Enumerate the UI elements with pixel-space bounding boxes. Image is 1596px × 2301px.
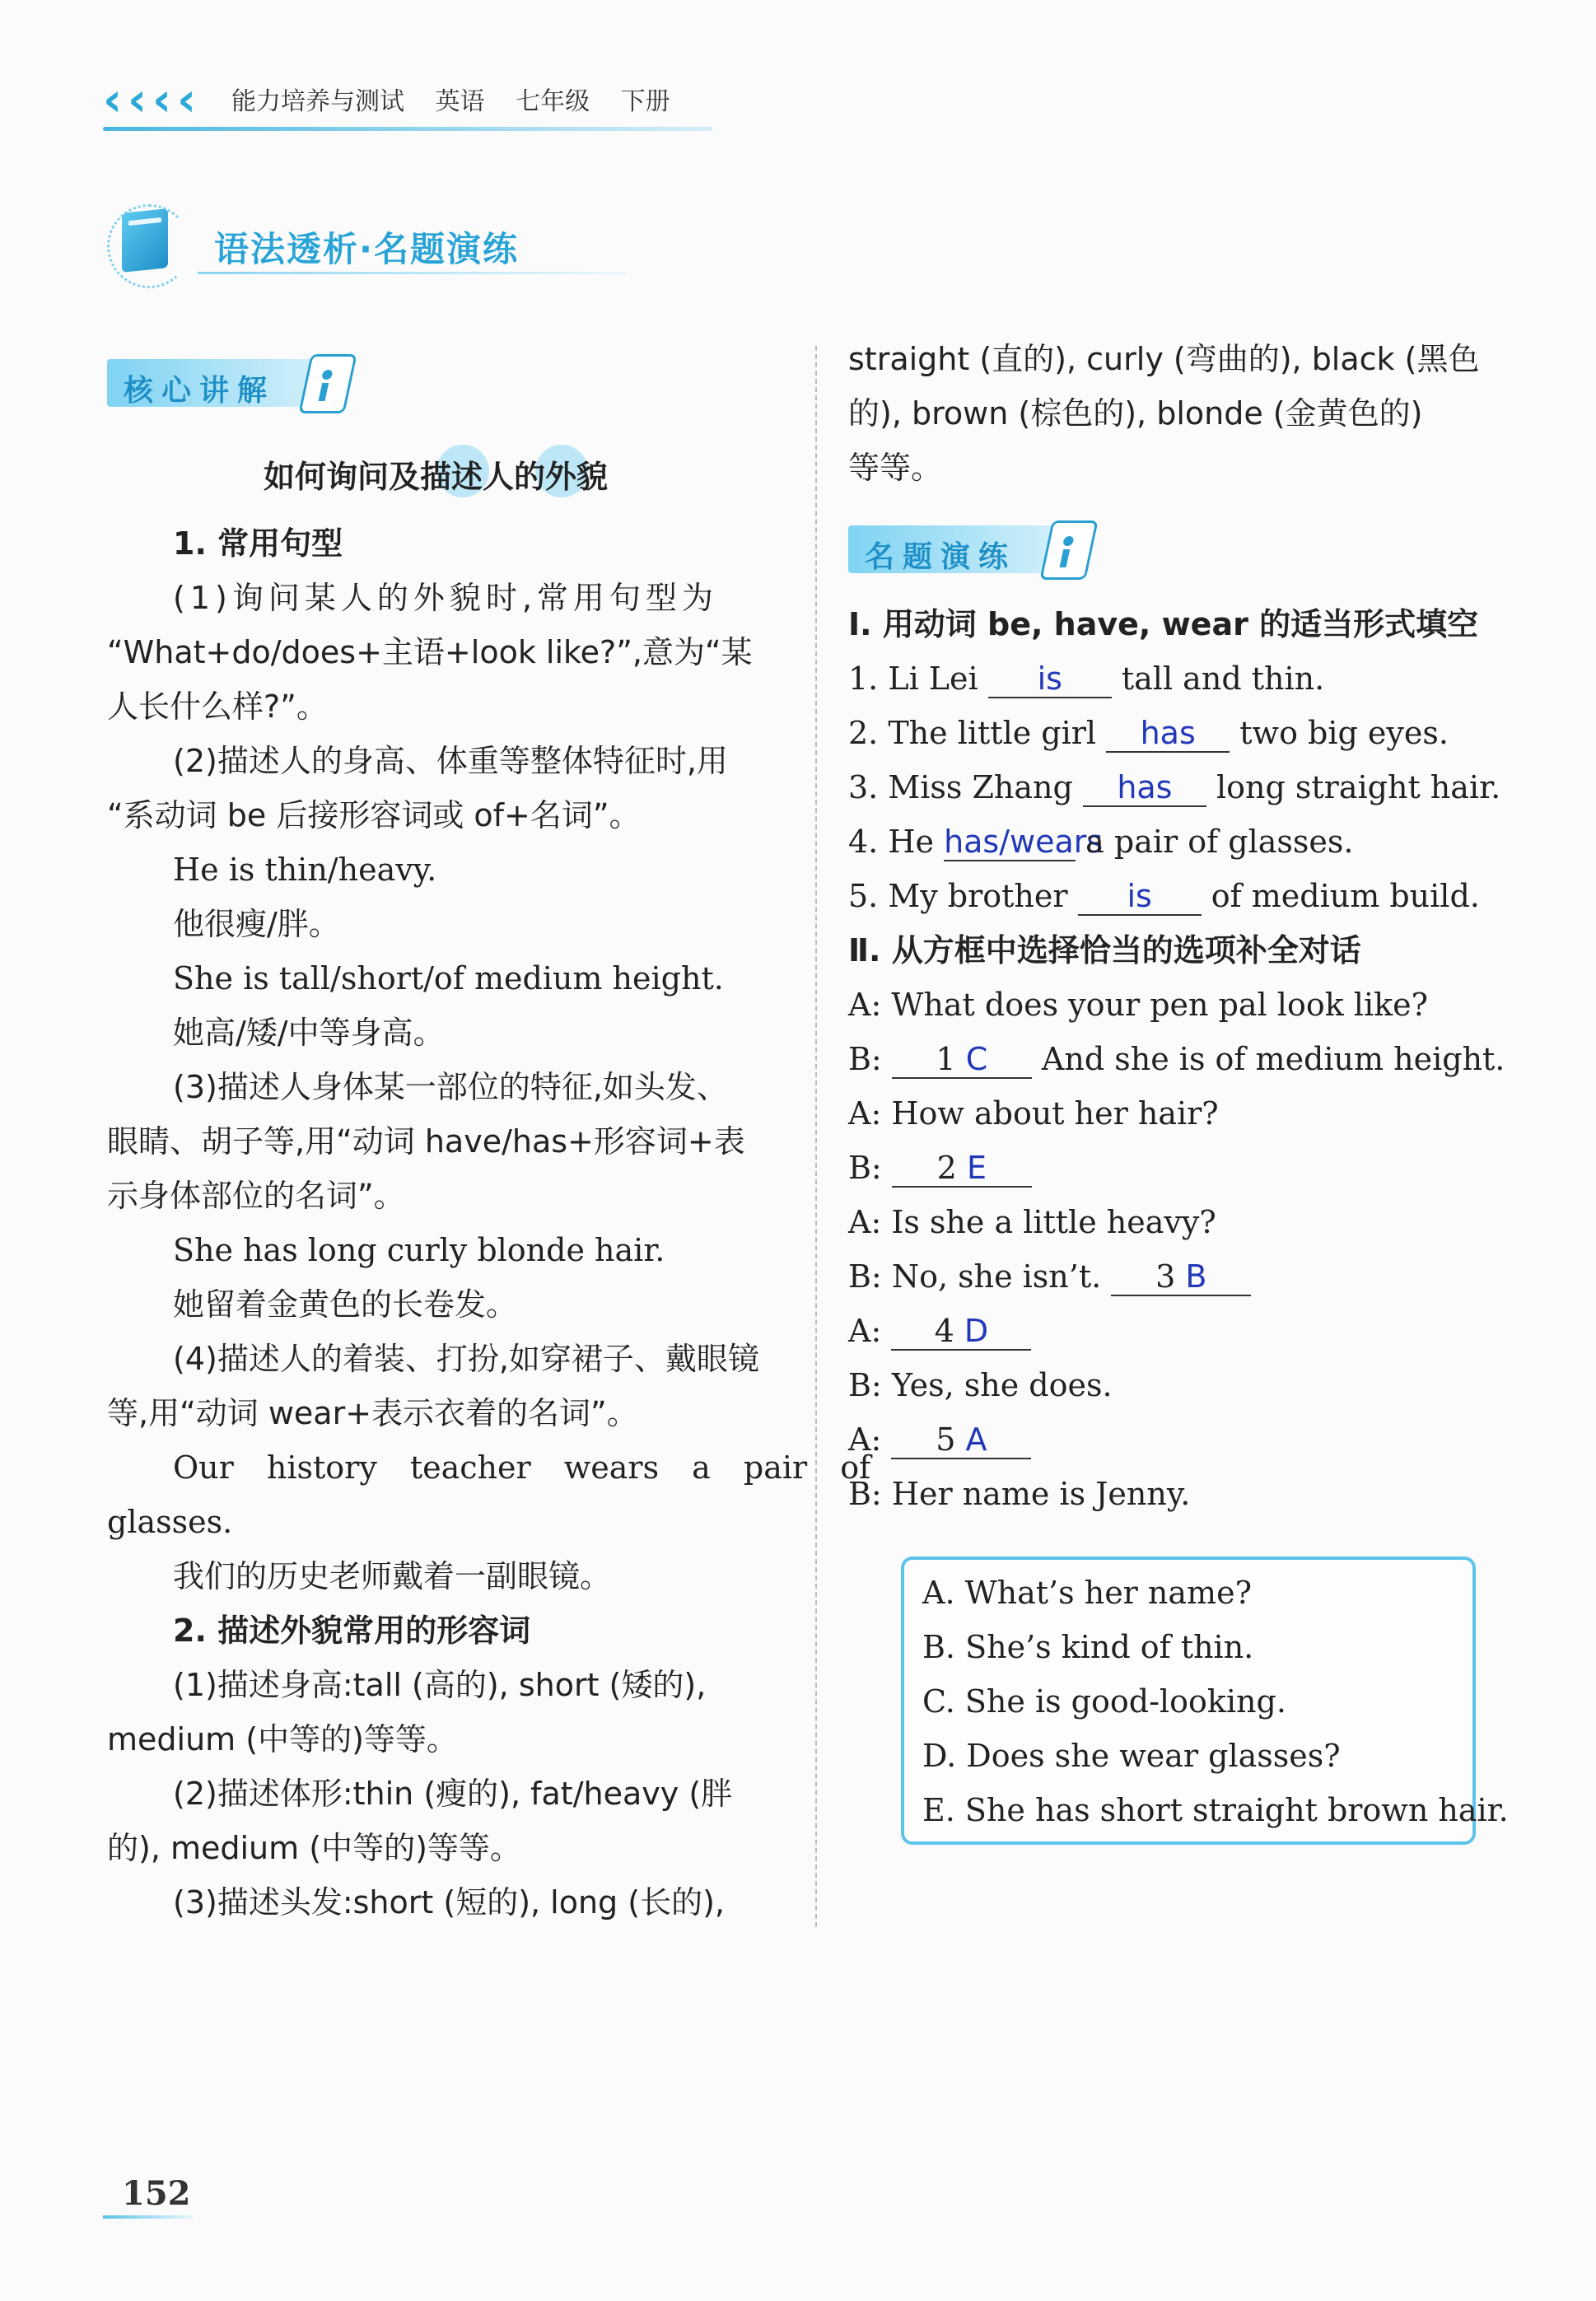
text-line: He is thin/heavy. xyxy=(173,852,437,888)
bulb-icon xyxy=(1039,520,1098,580)
option-b: B. She’s kind of thin. xyxy=(922,1629,1254,1665)
fill-suffix: tall and thin. xyxy=(1121,660,1325,697)
text-line: 他很瘦/胖。 xyxy=(173,906,340,942)
text-line: 的), brown (棕色的), blonde (金黄色的) xyxy=(848,395,1423,432)
fill-item-5 xyxy=(848,876,1480,916)
option-e: E. She has short straight brown hair. xyxy=(922,1792,1509,1828)
fill-prefix: 4. He xyxy=(848,824,934,860)
chevron-left-icon: ‹ xyxy=(128,73,147,127)
tag-practice-label: 名题演练 xyxy=(865,540,1017,574)
text-line: 人长什么样?”。 xyxy=(107,688,328,725)
fill-item-1 xyxy=(848,659,1324,698)
speaker: B: xyxy=(848,1367,882,1403)
section2-title: Ⅱ. 从方框中选择恰当的选项补全对话 xyxy=(848,932,1361,968)
answer-blank: has/wears xyxy=(944,824,1104,860)
blank-number: 3 xyxy=(1155,1258,1176,1295)
blank-answer: A xyxy=(965,1421,987,1458)
dialog-line xyxy=(848,1257,1251,1296)
blank-number: 5 xyxy=(936,1421,956,1458)
text-line: Our history teacher wears a pair of xyxy=(173,1449,871,1486)
dialog-line xyxy=(848,1202,1216,1242)
blank-answer: D xyxy=(964,1313,989,1349)
speaker: B: xyxy=(848,1476,882,1512)
answer-blank: is xyxy=(1078,876,1202,916)
chevron-left-icon: ‹ xyxy=(152,73,172,127)
dialog-line xyxy=(848,1474,1190,1514)
text-line: (1)描述身高:tall (高的), short (矮的), xyxy=(173,1667,707,1703)
text-line: 1. 常用句型 xyxy=(173,525,343,562)
dialog-blank xyxy=(891,1420,1031,1459)
column-divider xyxy=(815,346,817,1927)
text-line: 2. 描述外貌常用的形容词 xyxy=(173,1613,531,1649)
text-line: (3)描述头发:short (短的), long (长的), xyxy=(173,1884,725,1921)
text-line: medium (中等的)等等。 xyxy=(107,1721,458,1757)
dialog-line xyxy=(848,1420,1031,1459)
chevron-left-icon: ‹ xyxy=(103,73,123,127)
fill-suffix: long straight hair. xyxy=(1216,769,1501,805)
dialog-blank xyxy=(1111,1257,1251,1296)
dialog-blank xyxy=(892,1148,1032,1188)
book-icon xyxy=(122,208,168,273)
text-line: 她留着金黄色的长卷发。 xyxy=(173,1286,518,1323)
fill-item-2 xyxy=(848,713,1449,753)
speaker: B: xyxy=(848,1258,882,1295)
fill-prefix: 5. My brother xyxy=(848,878,1068,914)
text-line: (2)描述体形:thin (瘦的), fat/heavy (胖 xyxy=(173,1776,733,1812)
dialog-line xyxy=(848,1148,1032,1188)
grade: 七年级 xyxy=(516,87,590,116)
dialog-text: No, she isn’t. xyxy=(891,1258,1102,1295)
volume: 下册 xyxy=(620,87,670,116)
text-line: 示身体部位的名词”。 xyxy=(107,1178,405,1214)
text-line: (4)描述人的着装、打扮,如穿裙子、戴眼镜 xyxy=(173,1341,759,1377)
blank-answer: C xyxy=(965,1041,988,1077)
header-rule xyxy=(103,127,712,131)
fill-prefix: 1. Li Lei xyxy=(848,660,978,697)
bulb-icon xyxy=(298,354,357,413)
banner-rule xyxy=(198,272,626,274)
blank-number: 2 xyxy=(936,1150,957,1186)
dialog-text: Her name is Jenny. xyxy=(891,1476,1191,1512)
blank-answer: B xyxy=(1185,1258,1207,1295)
speaker: B: xyxy=(848,1041,882,1077)
text-line: 等等。 xyxy=(848,450,943,486)
header-text xyxy=(231,81,693,117)
option-d: D. Does she wear glasses? xyxy=(922,1738,1341,1774)
fill-suffix: two big eyes. xyxy=(1239,715,1449,751)
dialog-blank xyxy=(892,1039,1032,1079)
text-line: 我们的历史老师戴着一副眼镜。 xyxy=(173,1558,612,1594)
banner-title: 语法透析·名题演练 xyxy=(214,229,519,269)
text-line: 眼睛、胡子等,用“动词 have/has+形容词+表 xyxy=(107,1123,745,1160)
text-line: She is tall/short/of medium height. xyxy=(173,960,724,996)
text-line: “What+do/does+主语+look like?”,意为“某 xyxy=(107,634,753,670)
dialog-line xyxy=(848,1094,1219,1133)
text-line: 等,用“动词 wear+表示衣着的名词”。 xyxy=(107,1395,638,1431)
text-line: “系动词 be 后接形容词或 of+名词”。 xyxy=(107,797,641,833)
dialog-line xyxy=(848,1311,1031,1351)
text-line: 的), medium (中等的)等等。 xyxy=(107,1830,521,1866)
fill-item-4 xyxy=(848,822,1354,861)
text-line: glasses. xyxy=(107,1504,233,1540)
speaker: B: xyxy=(848,1150,882,1186)
answer-blank: has xyxy=(1083,768,1206,807)
text-line: She has long curly blonde hair. xyxy=(173,1232,665,1268)
dialog-text: Is she a little heavy? xyxy=(891,1204,1216,1240)
options-box xyxy=(901,1557,1509,1845)
tag-core xyxy=(107,359,329,407)
text-line: (2)描述人的身高、体重等整体特征时,用 xyxy=(173,743,728,779)
fill-prefix: 3. Miss Zhang xyxy=(848,769,1073,805)
left-title: 如何询问及描述人的外貌 xyxy=(264,459,609,495)
fill-suffix: a pair of glasses. xyxy=(1085,824,1354,860)
tag-core-label: 核心讲解 xyxy=(124,374,276,408)
speaker: A: xyxy=(848,1313,882,1349)
blank-answer: E xyxy=(966,1150,987,1186)
blank-number: 1 xyxy=(936,1041,956,1077)
subject: 英语 xyxy=(435,87,485,116)
fill-prefix: 2. The little girl xyxy=(848,715,1097,751)
tag-practice xyxy=(848,525,1071,573)
book-title: 能力培养与测试 xyxy=(231,87,404,116)
fill-item-3 xyxy=(848,768,1500,807)
page-header xyxy=(103,72,729,138)
page-number: 152 xyxy=(122,2174,191,2213)
section-banner xyxy=(107,204,634,287)
dialog-text: Yes, she does. xyxy=(891,1367,1113,1403)
dialog-blank xyxy=(891,1311,1031,1351)
section1-title: Ⅰ. 用动词 be, have, wear 的适当形式填空 xyxy=(848,606,1479,642)
option-a: A. What’s her name? xyxy=(922,1575,1252,1611)
speaker: A: xyxy=(848,1421,882,1458)
option-c: C. She is good-looking. xyxy=(922,1683,1286,1720)
text-line: (1)询问某人的外貌时,常用句型为 xyxy=(173,580,718,616)
page-number-decoration xyxy=(103,2215,194,2219)
speaker: A: xyxy=(848,1095,882,1132)
dialog-line xyxy=(848,1039,1505,1079)
chevron-left-icon: ‹ xyxy=(177,73,197,127)
dialog-text: What does your pen pal look like? xyxy=(891,987,1429,1023)
speaker: A: xyxy=(848,987,882,1023)
blank-number: 4 xyxy=(934,1313,954,1349)
dialog-text: And she is of medium height. xyxy=(1041,1041,1505,1077)
text-line: 她高/矮/中等身高。 xyxy=(173,1015,445,1051)
fill-suffix: of medium build. xyxy=(1211,878,1480,914)
dialog-text: How about her hair? xyxy=(891,1095,1219,1132)
dialog-line xyxy=(848,1365,1113,1405)
speaker: A: xyxy=(848,1204,882,1240)
answer-blank: has xyxy=(1106,713,1230,753)
answer-blank: is xyxy=(988,659,1112,698)
text-line: straight (直的), curly (弯曲的), black (黑色 xyxy=(848,341,1480,377)
dialog-line xyxy=(848,985,1428,1024)
text-line: (3)描述人身体某一部位的特征,如头发、 xyxy=(173,1069,728,1105)
